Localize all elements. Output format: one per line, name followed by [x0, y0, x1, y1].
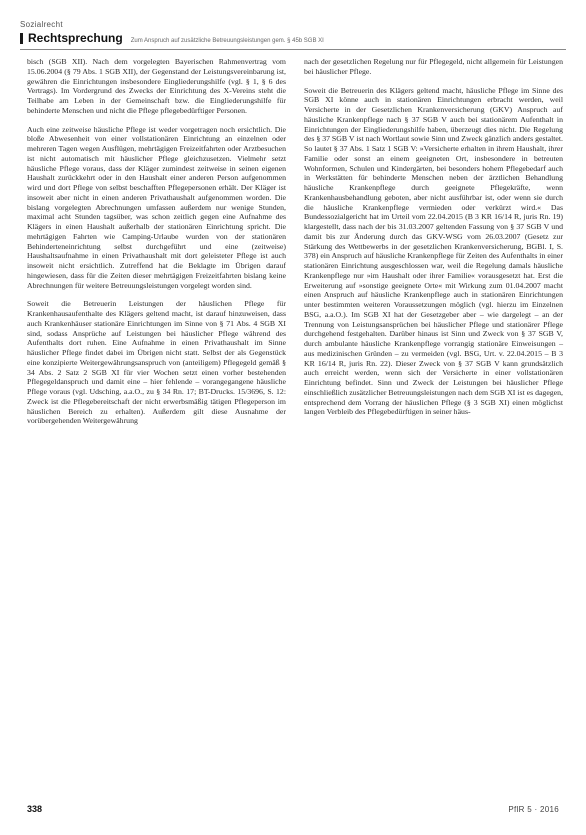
page-footer [27, 804, 559, 814]
section-label: Sozialrecht [20, 20, 63, 29]
paragraph: Soweit die Betreuerin Leistungen der häuslichen Pflege für Krankenhausaufenthalte des Klägers geltend macht, ist darauf hinzuweisen, dass auch Krankenhäuser stationäre Einrichtungen im Sinne von § 71 Abs. 4 SGB XI sind, sodass Ansprüche auf Leistungen bei häuslicher Pflege während des Aufenthalts dort ruhen. Eine Aufnahme in einen Privathaushalt im Sinne häuslicher Pflege findet dabei im Übrigen nicht statt. Selbst der als Gegenstück eine konzipierte Weitergewährungsanspruch von (anteiligem) Pflegegeld gemäß § 34 Abs. 2 Satz 2 SGB XI für vier Wochen setzt einen vorher bestehenden Pflegegeldanspruch und damit eine – hier fehlende – vorangegangene häusliche Pflege voraus (vgl. Udsching, a.a.O., zu § 34 Rn. 17; BT-Drucks. 15/3696, S. 12: Zweck ist die Pflegebereitschaft der nicht erwerbsmäßig tätigen Pflegeperson im häuslichen Bereich zu erhalten). Außerdem gilt diese Ausnahme der vorübergehenden Weitergewährung [27, 299, 286, 426]
title-row [20, 31, 566, 45]
title-bar-decoration [20, 33, 23, 44]
section-title: Rechtsprechung [28, 31, 123, 45]
page-number: 338 [27, 804, 43, 814]
paragraph: bisch (SGB XII). Nach dem vorgelegten Bayerischen Rahmenvertrag vom 15.06.2004 (§ 79 Abs. 1 SGB XII), der Gegenstand der Leistungsvereinbarung ist, gewähren die Einrichtungen insbesondere Eingliederungshilfe (vgl. § 1, § 6 des Vertrags). Im Vordergrund des Zwecks der Einrichtung des X-Vereins steht die Teilhabe am Leben in der Gemeinschaft bzw. die Eingliederungshilfe für behinderte Menschen und nicht die Pflege pflegebedürftiger Personen. [27, 57, 286, 115]
paragraph: nach der gesetzlichen Regelung nur für Pflegegeld, nicht allgemein für Leistungen bei häuslicher Pflege. [304, 57, 563, 76]
journal-issue: PflR 5 · 2016 [508, 805, 559, 814]
paragraph: Soweit die Betreuerin des Klägers geltend macht, häusliche Pflege im Sinne des SGB XI könne auch in stationären Einrichtungen erbracht werden, weil Versicherte in der Gesetzlichen Krankenversicherung (GKV) Anspruch auf häusliche Krankenpflege nach § 37 SGB V auch bei stationärem Aufenthalt in Einrichtungen der Eingliederungshilfe haben, überzeugt dies nicht. Die Regelung des § 37 SGB V ist nach Wortlaut sowie Sinn und Zweck gänzlich anders gestaltet. So lautet § 37 Abs. 1 Satz 1 SGB V: »Versicherte erhalten in ihrem Haushalt, ihrer Familie oder sonst an einem geeigneten Ort, insbesondere in betreuten Wohnformen, Schulen und Kindergärten, bei besonders hohem Pflegebedarf auch in Werkstätten für behinderte Menschen neben der ärztlichen Behandlung häusliche Krankenpflege durch geeignete Pflegekräfte, wenn Krankenhausbehandlung geboten, aber nicht ausführbar ist, oder wenn sie durch die häusliche Krankenpflege vermieden oder verkürzt wird.« Das Bundessozialgericht hat im Urteil vom 22.04.2015 (B 3 KR 16/14 R, juris Rn. 19) klargestellt, dass nach der bis 31.03.2007 geltenden Fassung von § 37 SGB V und damit bis zur Änderung durch das GKV-WSG vom 26.03.2007 (Gesetz zur Stärkung des Wettbewerbs in der gesetzlichen Krankenversicherung, BGBl. I, S. 378) ein Anspruch auf häusliche Krankenpflege für Zeiten des Aufenthalts in einer stationären Einrichtung ausgeschlossen war, weil die Regelung damals häusliche Krankenpflege nur »im Haushalt oder ihrer Familie« vorausgesetzt hat. Erst die Erweiterung auf »sonstige geeignete Orte« mit Wirkung zum 01.04.2007 macht einen Anspruch auf häusliche Krankenpflege auch in stationären Einrichtungen unter bestimmten weiteren Voraussetzungen möglich (vgl. hierzu im Einzelnen BSG, a.a.O.). Im SGB XI hat der Gesetzgeber aber – wie dargelegt – an der Trennung von Leistungsansprüchen bei häuslicher Pflege und stationärer Pflege durchgehend festgehalten. Darüber hinaus ist Sinn und Zweck von § 37 SGB V, durch ambulante häusliche Krankenpflege vorrangig stationäre Einweisungen – aus medizinischen Gründen – zu vermeiden (vgl. BSG, Urt. v. 22.04.2015 – B 3 KR 16/14 R, juris Rn. 22). Dieser Zweck von § 37 SGB V kann grundsätzlich auch erreicht werden, wenn sich der Versicherte in einer vollstationären Einrichtung befindet. Sinn und Zweck der Leistungen bei häuslicher Pflege einschließlich zusätzlicher Betreuungsleistungen nach dem SGB XI ist es dagegen, entsprechend dem Vorrang der häuslichen Pflege (§ 3 SGB XI) einen möglichst langen Verbleib des Pflegebedürftigen in seiner häus- [304, 85, 564, 417]
left-column [27, 57, 286, 435]
paragraph: Auch eine zeitweise häusliche Pflege ist weder vorgetragen noch ersichtlich. Die bloße Abwesenheit von einer vollstationären Einrichtung an einzelnen oder mehreren Tagen wegen Ausflügen, mehrtägigen Freizeitfahrten oder Arztbesuchen ist nicht automatisch mit häuslicher Pflege gleichzusetzen. Vielmehr setzt häusliche Pflege voraus, dass der Kläger zumindest zeitweise in seinen eigenen Haushalt zurückkehrt oder in den Haushalt einer anderen Person aufgenommen wird und dort Pflege von selbst beschafften Pflegepersonen erhält. Der Kläger ist insoweit aber nicht in einen anderen Privathaushalt aufgenommen worden. Die bislang vorgelegten Abrechnungen umfassen außerdem nur wenige Stunden, maximal acht Stunden tagsüber, was schon zeitlich gegen eine Aufnahme des Klägers in einen Haushalt außerhalb der stationären Einrichtung spricht. Die mehrtägigen Fahrten wie Camping-Urlaube wurden von der stationären Behinderteneinrichtung selbst durchgeführt und eine (zeitweise) Haushaltsaufnahme in einen Privathaushalt mit dort geleisteter Pflege ist auch insoweit nicht ersichtlich. Zutreffend hat die Beklagte im Übrigen darauf hingewiesen, dass für die Zeiten dieser mehrtägigen Freizeitfahrten bislang keine Abrechnungen für weitere Betreuungsleistungen vorgelegt worden sind. [27, 124, 286, 290]
header-divider [20, 49, 566, 50]
section-subtitle: Zum Anspruch auf zusätzliche Betreuungsleistungen gem. § 45b SGB XI [130, 38, 324, 44]
right-column [304, 57, 563, 426]
page-header [20, 20, 566, 45]
